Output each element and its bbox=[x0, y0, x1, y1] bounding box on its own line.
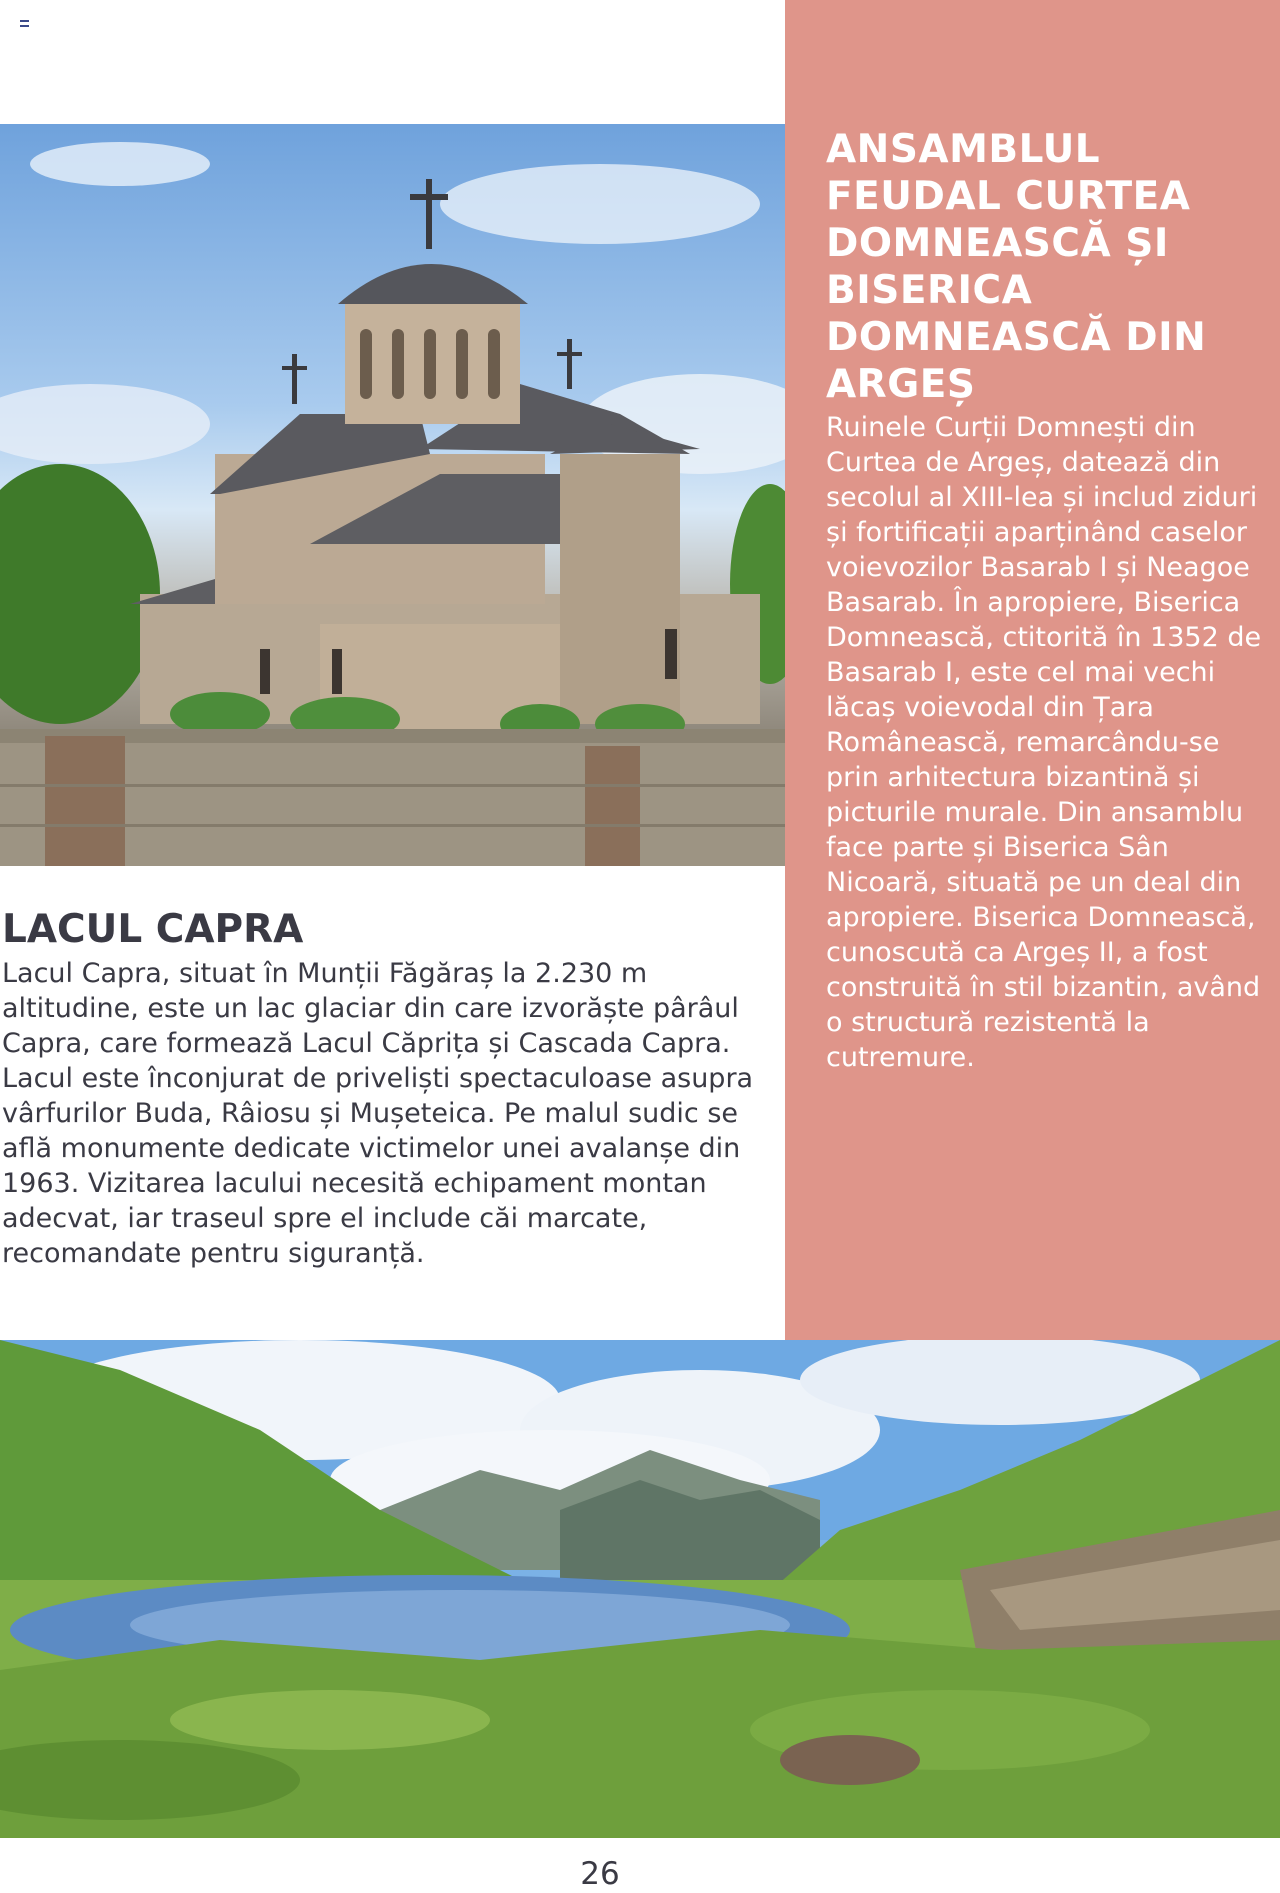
lake-body-text: Lacul Capra, situat în Munții Făgăraș la 2.230 m altitudine, este un lac glaciar din care izvorăște pârâul Capra, care formează Lacul Căprița și Cascada Capra. Lacul este înconjurat de priveliști spectaculoase asupra vârfurilor Buda, Râiosu și Mușeteica. Pe malul sudic se află monumente dedicate victimelor unei avalanșe din 1963. Vizitarea lacului necesită echipament montan adecvat, iar traseul spre el include căi marcate, recomandate pentru siguranță. bbox=[2, 958, 754, 1269]
hamburger-icon[interactable] bbox=[20, 20, 29, 27]
panel-body-text: Ruinele Curții Domnești din Curtea de Argeș, datează din secolul al XIII-lea și includ ziduri și fortificații aparținând caselor voievozilor Basarab I și Neagoe Basarab. În apropiere, Biserica Domnească, ctitorită în 1352 de Basarab I, este cel mai vechi lăcaș voievodal din Țara Românească, remarcându-se prin arhitectura bizantină și picturile murale. Din ansamblu face parte și Biserica Sân Nicoară, situată pe un deal din apropiere. Biserica Domnească, cunoscută ca Argeș II, a fost construită în stil bizantin, având o structură rezistentă la cutremure. bbox=[826, 412, 1262, 1073]
church-photo bbox=[0, 124, 785, 866]
panel-title: ANSAMBLUL FEUDAL CURTEA DOMNEASCĂ ȘI BISERICA DOMNEASCĂ DIN ARGEȘ bbox=[826, 127, 1207, 407]
lake-illustration bbox=[0, 1340, 1280, 1838]
lake-photo bbox=[0, 1340, 1280, 1838]
page-number: 26 bbox=[580, 1856, 620, 1892]
church-illustration bbox=[0, 124, 785, 866]
lake-title: LACUL CAPRA bbox=[2, 907, 304, 952]
